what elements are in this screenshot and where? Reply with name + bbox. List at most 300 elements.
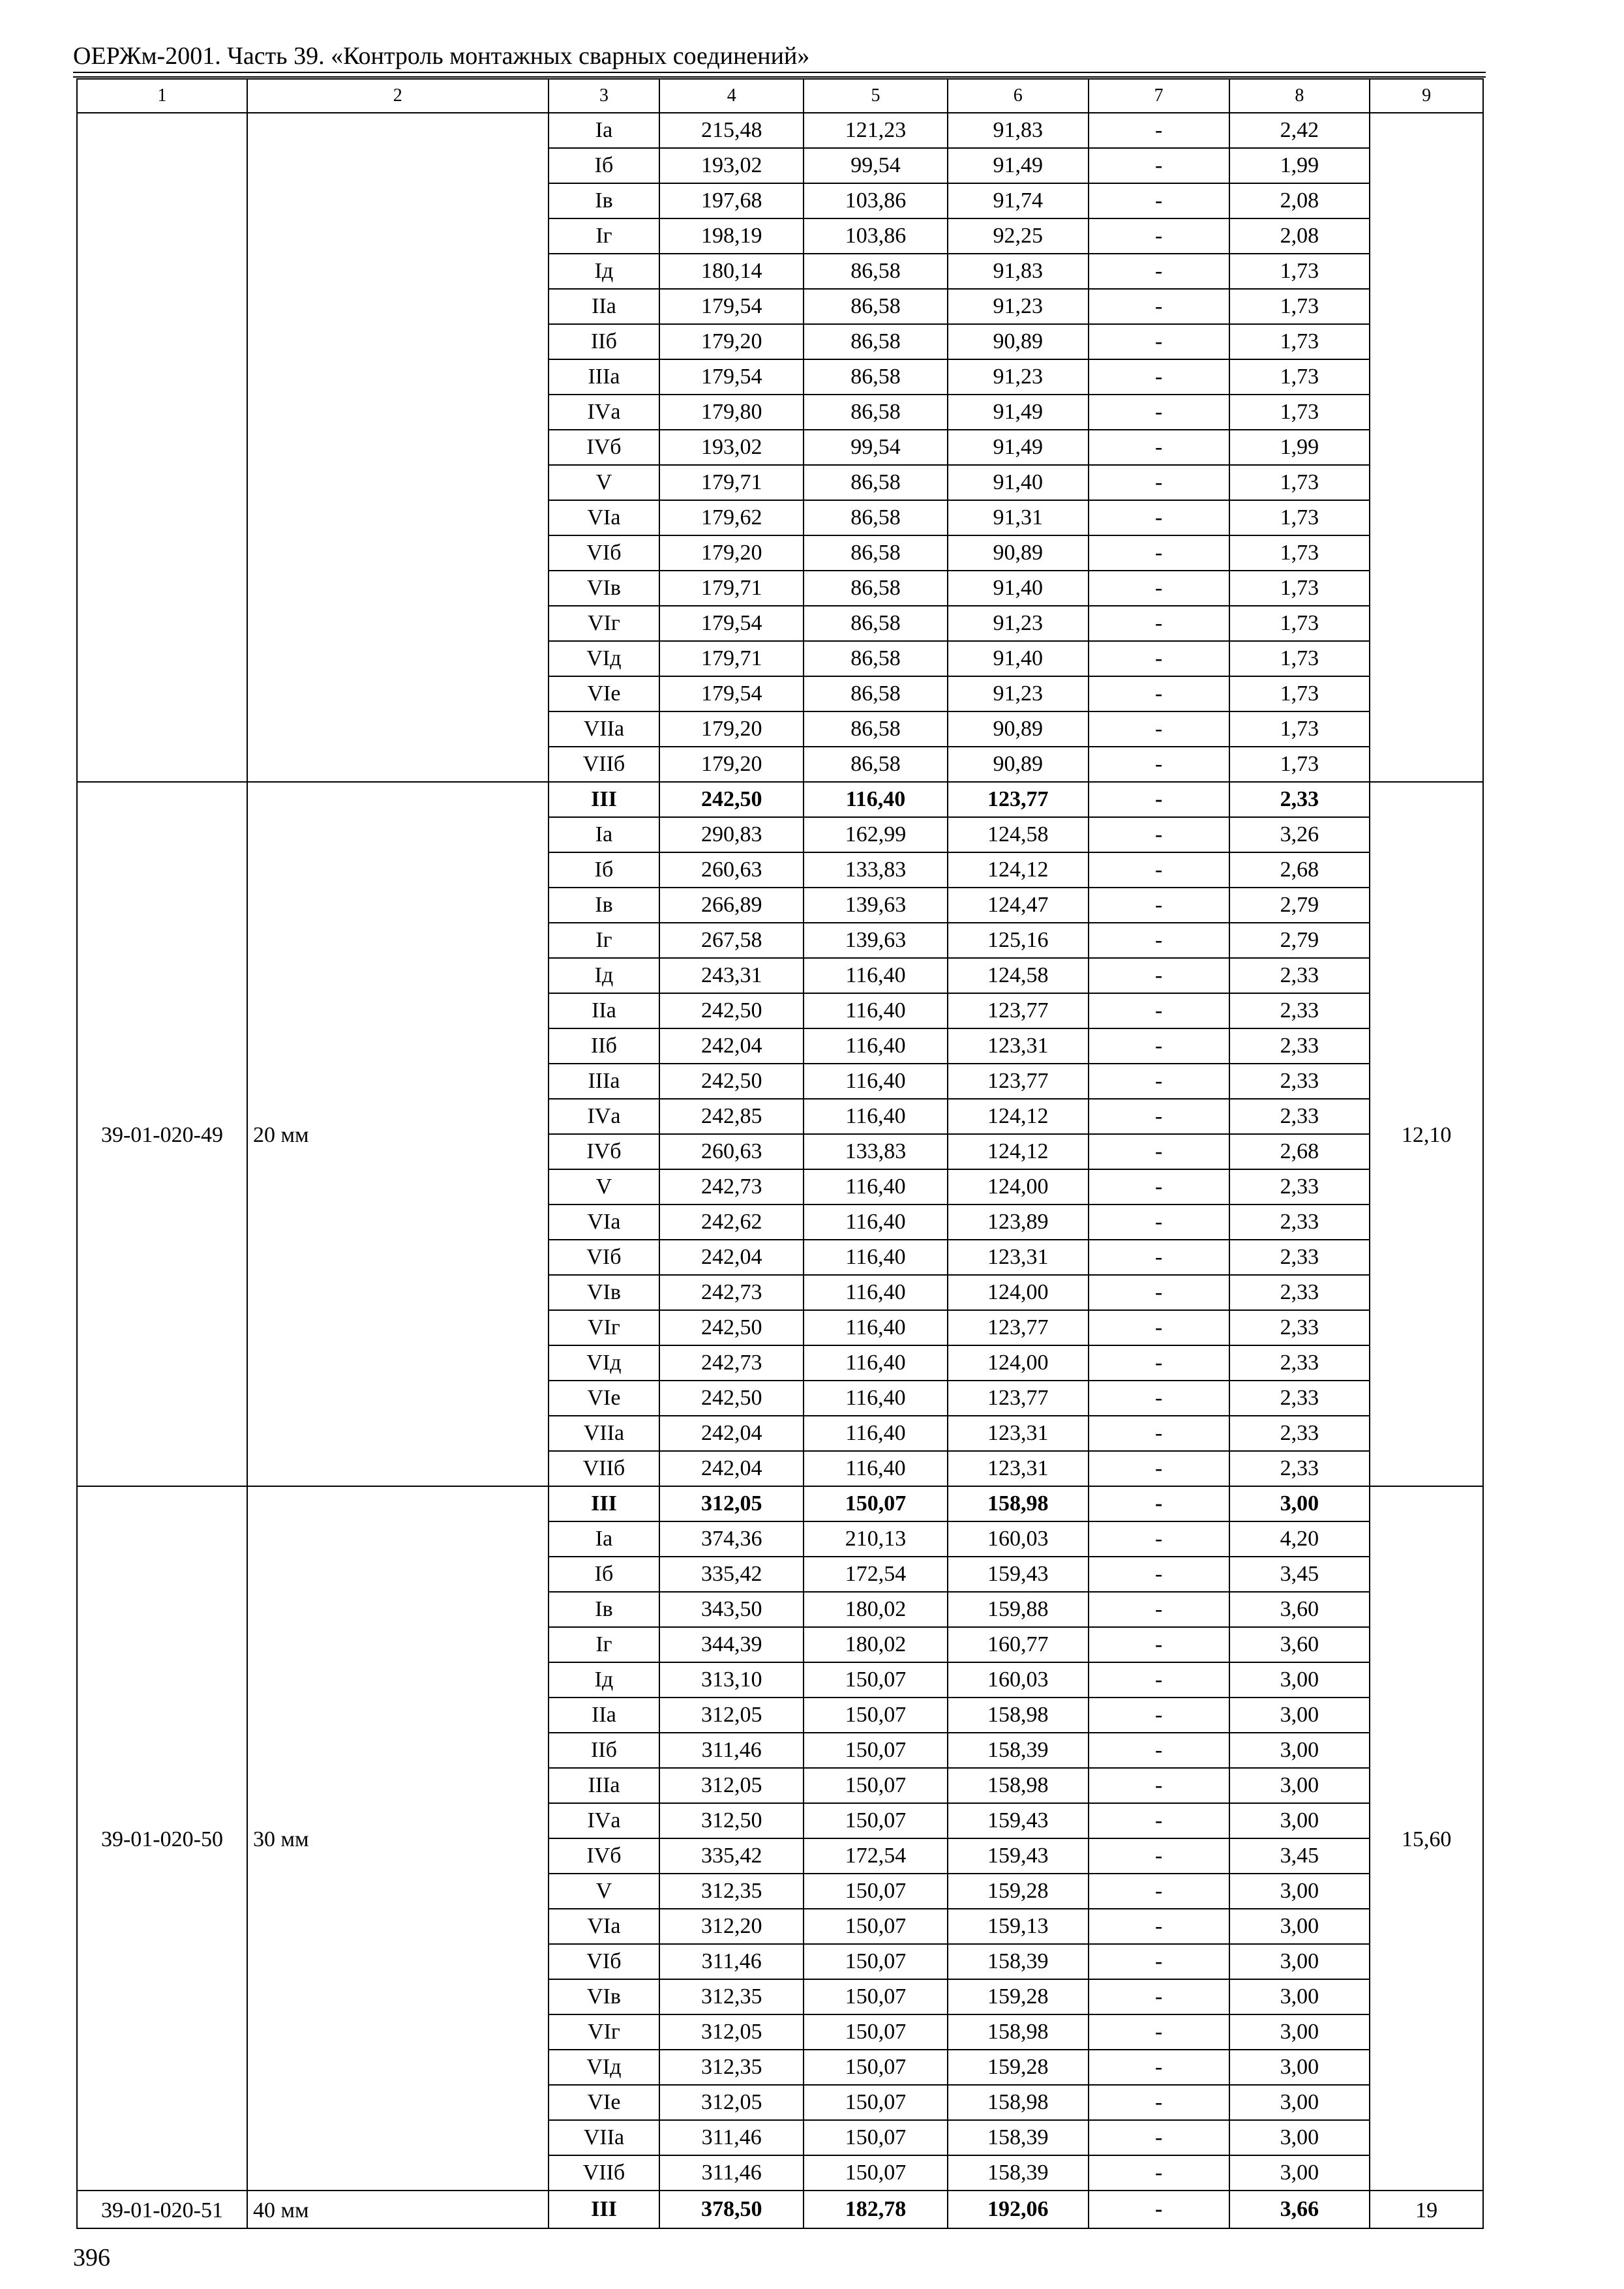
total-cost-cell: 179,20 bbox=[659, 535, 804, 571]
labor-hours-cell: 3,26 bbox=[1229, 817, 1370, 852]
total-cost-cell: 215,48 bbox=[659, 113, 804, 148]
labor-cost-cell: 133,83 bbox=[804, 1134, 948, 1169]
zone-cell: VIе bbox=[549, 2085, 660, 2120]
materials-cost-cell: - bbox=[1089, 2085, 1229, 2120]
machine-cost-cell: 160,03 bbox=[948, 1662, 1089, 1698]
zone-cell: V bbox=[549, 465, 660, 500]
rate-description-cell: 20 мм bbox=[247, 782, 549, 1486]
materials-cost-cell: - bbox=[1089, 1099, 1229, 1134]
machine-cost-cell: 158,39 bbox=[948, 1944, 1089, 1979]
labor-cost-cell: 150,07 bbox=[804, 2155, 948, 2191]
labor-cost-cell: 86,58 bbox=[804, 395, 948, 430]
zone-cell: V bbox=[549, 1874, 660, 1909]
zone-cell: Iв bbox=[549, 1592, 660, 1627]
materials-cost-cell: - bbox=[1089, 2155, 1229, 2191]
table-row bbox=[77, 782, 1483, 817]
labor-cost-cell: 162,99 bbox=[804, 817, 948, 852]
labor-cost-cell: 86,58 bbox=[804, 641, 948, 676]
zone-cell: IIб bbox=[549, 1733, 660, 1768]
total-cost-cell: 242,50 bbox=[659, 1064, 804, 1099]
labor-hours-cell: 3,00 bbox=[1229, 1768, 1370, 1803]
labor-cost-cell: 116,40 bbox=[804, 958, 948, 993]
column-header-5: 5 bbox=[804, 79, 948, 113]
materials-cost-cell: - bbox=[1089, 1416, 1229, 1451]
rate-description-cell: 30 мм bbox=[247, 1486, 549, 2191]
column-header-2: 2 bbox=[247, 79, 549, 113]
labor-cost-cell: 116,40 bbox=[804, 1064, 948, 1099]
labor-cost-cell: 150,07 bbox=[804, 1944, 948, 1979]
machine-cost-cell: 91,40 bbox=[948, 571, 1089, 606]
total-cost-cell: 179,20 bbox=[659, 324, 804, 359]
labor-cost-cell: 86,58 bbox=[804, 500, 948, 535]
machine-cost-cell: 124,58 bbox=[948, 958, 1089, 993]
machine-cost-cell: 158,98 bbox=[948, 1768, 1089, 1803]
labor-cost-cell: 150,07 bbox=[804, 1874, 948, 1909]
materials-cost-cell: - bbox=[1089, 324, 1229, 359]
labor-cost-cell: 172,54 bbox=[804, 1557, 948, 1592]
zone-cell: VIе bbox=[549, 1381, 660, 1416]
zone-cell: Iд bbox=[549, 254, 660, 289]
zone-cell: VIа bbox=[549, 1909, 660, 1944]
materials-cost-cell: - bbox=[1089, 1275, 1229, 1310]
labor-hours-cell: 3,45 bbox=[1229, 1557, 1370, 1592]
materials-cost-cell: - bbox=[1089, 782, 1229, 817]
labor-hours-cell: 1,73 bbox=[1229, 606, 1370, 641]
materials-cost-cell: - bbox=[1089, 958, 1229, 993]
labor-cost-cell: 116,40 bbox=[804, 993, 948, 1028]
labor-cost-cell: 121,23 bbox=[804, 113, 948, 148]
machine-cost-cell: 123,31 bbox=[948, 1416, 1089, 1451]
zone-cell: IIб bbox=[549, 324, 660, 359]
labor-cost-cell: 103,86 bbox=[804, 183, 948, 218]
labor-hours-cell: 3,60 bbox=[1229, 1592, 1370, 1627]
labor-cost-cell: 133,83 bbox=[804, 852, 948, 888]
total-cost-cell: 179,71 bbox=[659, 571, 804, 606]
total-cost-cell: 179,54 bbox=[659, 676, 804, 711]
zone-cell: VIIа bbox=[549, 711, 660, 747]
materials-cost-cell: - bbox=[1089, 641, 1229, 676]
machine-cost-cell: 90,89 bbox=[948, 535, 1089, 571]
labor-cost-cell: 86,58 bbox=[804, 535, 948, 571]
labor-hours-cell: 4,20 bbox=[1229, 1521, 1370, 1557]
materials-cost-cell: - bbox=[1089, 1698, 1229, 1733]
total-cost-cell: 312,50 bbox=[659, 1803, 804, 1838]
labor-cost-cell: 139,63 bbox=[804, 923, 948, 958]
column-header-8: 8 bbox=[1229, 79, 1370, 113]
total-cost-cell: 260,63 bbox=[659, 852, 804, 888]
labor-hours-cell: 3,00 bbox=[1229, 2085, 1370, 2120]
machine-cost-cell: 158,98 bbox=[948, 2085, 1089, 2120]
total-cost-cell: 312,05 bbox=[659, 2085, 804, 2120]
labor-hours-cell: 3,00 bbox=[1229, 1698, 1370, 1733]
labor-hours-cell: 2,08 bbox=[1229, 183, 1370, 218]
zone-cell: Iб bbox=[549, 852, 660, 888]
total-cost-cell: 335,42 bbox=[659, 1557, 804, 1592]
total-cost-cell: 290,83 bbox=[659, 817, 804, 852]
materials-cost-cell: - bbox=[1089, 747, 1229, 782]
machine-cost-cell: 124,58 bbox=[948, 817, 1089, 852]
machine-cost-cell: 124,47 bbox=[948, 888, 1089, 923]
materials-cost-cell: - bbox=[1089, 254, 1229, 289]
labor-cost-cell: 150,07 bbox=[804, 1486, 948, 1521]
zone-cell: VIIб bbox=[549, 747, 660, 782]
total-cost-cell: 312,05 bbox=[659, 1768, 804, 1803]
labor-hours-cell: 3,45 bbox=[1229, 1838, 1370, 1874]
total-cost-cell: 378,50 bbox=[659, 2191, 804, 2228]
total-cost-cell: 312,35 bbox=[659, 1874, 804, 1909]
total-cost-cell: 311,46 bbox=[659, 2155, 804, 2191]
rates-table bbox=[76, 78, 1484, 2229]
labor-cost-cell: 150,07 bbox=[804, 2120, 948, 2155]
materials-cost-cell: - bbox=[1089, 1874, 1229, 1909]
labor-cost-cell: 116,40 bbox=[804, 1240, 948, 1275]
labor-cost-cell: 86,58 bbox=[804, 606, 948, 641]
labor-hours-cell: 3,00 bbox=[1229, 1909, 1370, 1944]
labor-hours-cell: 3,00 bbox=[1229, 2050, 1370, 2085]
zone-cell: Iб bbox=[549, 148, 660, 183]
machine-cost-cell: 123,31 bbox=[948, 1240, 1089, 1275]
labor-hours-cell: 3,00 bbox=[1229, 1979, 1370, 2014]
machine-cost-cell: 159,28 bbox=[948, 1979, 1089, 2014]
zone-cell: IIIа bbox=[549, 359, 660, 395]
total-cost-cell: 179,20 bbox=[659, 747, 804, 782]
zone-cell: VIIа bbox=[549, 2120, 660, 2155]
labor-hours-cell: 2,33 bbox=[1229, 1169, 1370, 1204]
total-cost-cell: 267,58 bbox=[659, 923, 804, 958]
zone-cell: Iд bbox=[549, 958, 660, 993]
machine-cost-cell: 91,23 bbox=[948, 606, 1089, 641]
machine-cost-cell: 158,98 bbox=[948, 1486, 1089, 1521]
labor-cost-cell: 86,58 bbox=[804, 359, 948, 395]
zone-cell: VIIа bbox=[549, 1416, 660, 1451]
labor-hours-cell: 2,68 bbox=[1229, 1134, 1370, 1169]
column-header-3: 3 bbox=[549, 79, 660, 113]
total-cost-cell: 179,54 bbox=[659, 359, 804, 395]
labor-hours-cell: 1,73 bbox=[1229, 571, 1370, 606]
labor-hours-cell: 1,73 bbox=[1229, 289, 1370, 324]
labor-cost-cell: 150,07 bbox=[804, 1698, 948, 1733]
total-cost-cell: 198,19 bbox=[659, 218, 804, 254]
column-header-1: 1 bbox=[77, 79, 247, 113]
labor-cost-cell: 116,40 bbox=[804, 1028, 948, 1064]
materials-cost-cell: - bbox=[1089, 1345, 1229, 1381]
machine-cost-cell: 124,12 bbox=[948, 852, 1089, 888]
zone-cell: IIIа bbox=[549, 1064, 660, 1099]
machine-cost-cell: 158,39 bbox=[948, 2155, 1089, 2191]
labor-cost-cell: 86,58 bbox=[804, 571, 948, 606]
materials-cost-cell: - bbox=[1089, 1064, 1229, 1099]
zone-cell: VIб bbox=[549, 535, 660, 571]
labor-cost-cell: 210,13 bbox=[804, 1521, 948, 1557]
labor-cost-cell: 86,58 bbox=[804, 465, 948, 500]
materials-cost-cell: - bbox=[1089, 359, 1229, 395]
materials-cost-cell: - bbox=[1089, 1838, 1229, 1874]
zone-cell: Iд bbox=[549, 1662, 660, 1698]
zone-cell: IVб bbox=[549, 1134, 660, 1169]
materials-cost-cell: - bbox=[1089, 1134, 1229, 1169]
materials-cost-cell: - bbox=[1089, 1028, 1229, 1064]
machine-cost-cell: 158,39 bbox=[948, 2120, 1089, 2155]
labor-hours-cell: 3,66 bbox=[1229, 2191, 1370, 2228]
machine-cost-cell: 124,00 bbox=[948, 1169, 1089, 1204]
machine-cost-cell: 91,23 bbox=[948, 359, 1089, 395]
machine-cost-cell: 159,13 bbox=[948, 1909, 1089, 1944]
zone-cell: VIIб bbox=[549, 2155, 660, 2191]
labor-cost-cell: 150,07 bbox=[804, 2050, 948, 2085]
column-header-4: 4 bbox=[659, 79, 804, 113]
total-cost-cell: 242,73 bbox=[659, 1169, 804, 1204]
zone-cell: VIг bbox=[549, 606, 660, 641]
labor-cost-cell: 172,54 bbox=[804, 1838, 948, 1874]
total-cost-cell: 312,05 bbox=[659, 2014, 804, 2050]
zone-cell: V bbox=[549, 1169, 660, 1204]
labor-hours-cell: 2,33 bbox=[1229, 1099, 1370, 1134]
zone-cell: VIа bbox=[549, 500, 660, 535]
zone-cell: VIд bbox=[549, 2050, 660, 2085]
total-cost-cell: 242,04 bbox=[659, 1028, 804, 1064]
labor-cost-cell: 180,02 bbox=[804, 1592, 948, 1627]
rate-description-cell: 40 мм bbox=[247, 2191, 549, 2228]
table-row bbox=[77, 113, 1483, 148]
materials-cost-cell: - bbox=[1089, 148, 1229, 183]
machine-cost-cell: 125,16 bbox=[948, 923, 1089, 958]
labor-hours-cell: 2,33 bbox=[1229, 1345, 1370, 1381]
labor-cost-cell: 116,40 bbox=[804, 1099, 948, 1134]
labor-hours-cell: 1,73 bbox=[1229, 395, 1370, 430]
zone-cell: VIб bbox=[549, 1240, 660, 1275]
labor-hours-cell: 3,00 bbox=[1229, 1803, 1370, 1838]
labor-hours-cell: 1,73 bbox=[1229, 500, 1370, 535]
machine-cost-cell: 91,49 bbox=[948, 395, 1089, 430]
total-cost-cell: 312,05 bbox=[659, 1698, 804, 1733]
machine-cost-cell: 91,83 bbox=[948, 254, 1089, 289]
total-cost-cell: 312,05 bbox=[659, 1486, 804, 1521]
machine-cost-cell: 123,77 bbox=[948, 993, 1089, 1028]
page-header-title: ОЕРЖм-2001. Часть 39. «Контроль монтажных сварных соединений» bbox=[73, 42, 810, 70]
machine-cost-cell: 123,77 bbox=[948, 1310, 1089, 1345]
total-cost-cell: 242,04 bbox=[659, 1240, 804, 1275]
labor-hours-cell: 3,00 bbox=[1229, 2120, 1370, 2155]
machine-cost-cell: 192,06 bbox=[948, 2191, 1089, 2228]
materials-cost-cell: - bbox=[1089, 1169, 1229, 1204]
labor-hours-cell: 2,33 bbox=[1229, 1204, 1370, 1240]
machine-cost-cell: 160,77 bbox=[948, 1627, 1089, 1662]
labor-cost-cell: 139,63 bbox=[804, 888, 948, 923]
materials-cost-cell: - bbox=[1089, 1204, 1229, 1240]
machine-cost-cell: 91,40 bbox=[948, 465, 1089, 500]
machine-cost-cell: 158,39 bbox=[948, 1733, 1089, 1768]
zone-cell: IIа bbox=[549, 289, 660, 324]
labor-cost-cell: 116,40 bbox=[804, 1345, 948, 1381]
zone-cell: Iг bbox=[549, 218, 660, 254]
labor-cost-cell: 86,58 bbox=[804, 676, 948, 711]
materials-cost-cell: - bbox=[1089, 1944, 1229, 1979]
total-cost-cell: 311,46 bbox=[659, 1944, 804, 1979]
machine-cost-cell: 91,23 bbox=[948, 676, 1089, 711]
materials-cost-cell: - bbox=[1089, 1909, 1229, 1944]
labor-cost-cell: 99,54 bbox=[804, 148, 948, 183]
materials-cost-cell: - bbox=[1089, 993, 1229, 1028]
materials-cost-cell: - bbox=[1089, 888, 1229, 923]
rate-code-cell: 39-01-020-49 bbox=[77, 782, 247, 1486]
zone-cell: VIа bbox=[549, 1204, 660, 1240]
column-header-6: 6 bbox=[948, 79, 1089, 113]
materials-cost-cell: - bbox=[1089, 2120, 1229, 2155]
labor-cost-cell: 150,07 bbox=[804, 1768, 948, 1803]
header-rule-top bbox=[73, 72, 1486, 73]
total-cost-cell: 311,46 bbox=[659, 2120, 804, 2155]
machine-cost-cell: 159,43 bbox=[948, 1838, 1089, 1874]
materials-cost-cell: - bbox=[1089, 1768, 1229, 1803]
table-row bbox=[77, 2191, 1483, 2228]
labor-cost-cell: 116,40 bbox=[804, 1275, 948, 1310]
machine-cost-cell: 91,40 bbox=[948, 641, 1089, 676]
machine-cost-cell: 91,31 bbox=[948, 500, 1089, 535]
zone-cell: III bbox=[549, 1486, 660, 1521]
labor-hours-cell: 2,33 bbox=[1229, 1381, 1370, 1416]
labor-cost-cell: 150,07 bbox=[804, 2014, 948, 2050]
materials-cost-cell: - bbox=[1089, 1486, 1229, 1521]
zone-cell: VIг bbox=[549, 2014, 660, 2050]
materials-cost-cell: - bbox=[1089, 1310, 1229, 1345]
machine-cost-cell: 91,49 bbox=[948, 148, 1089, 183]
zone-cell: Iв bbox=[549, 888, 660, 923]
total-cost-cell: 242,73 bbox=[659, 1275, 804, 1310]
total-cost-cell: 180,14 bbox=[659, 254, 804, 289]
rate-description-cell bbox=[247, 113, 549, 782]
machine-cost-cell: 160,03 bbox=[948, 1521, 1089, 1557]
total-cost-cell: 179,71 bbox=[659, 465, 804, 500]
machine-cost-cell: 123,31 bbox=[948, 1028, 1089, 1064]
column-header-9: 9 bbox=[1370, 79, 1483, 113]
materials-cost-cell: - bbox=[1089, 923, 1229, 958]
materials-cost-cell: - bbox=[1089, 1240, 1229, 1275]
labor-hours-cell: 2,68 bbox=[1229, 852, 1370, 888]
labor-hours-cell: 2,79 bbox=[1229, 888, 1370, 923]
total-cost-cell: 335,42 bbox=[659, 1838, 804, 1874]
materials-cost-cell: - bbox=[1089, 571, 1229, 606]
labor-hours-cell: 2,33 bbox=[1229, 1064, 1370, 1099]
zone-cell: IIа bbox=[549, 1698, 660, 1733]
labor-hours-cell: 2,42 bbox=[1229, 113, 1370, 148]
labor-hours-cell: 3,00 bbox=[1229, 1486, 1370, 1521]
labor-hours-cell: 1,99 bbox=[1229, 430, 1370, 465]
zone-cell: III bbox=[549, 782, 660, 817]
total-cost-cell: 242,73 bbox=[659, 1345, 804, 1381]
labor-cost-cell: 86,58 bbox=[804, 289, 948, 324]
total-cost-cell: 266,89 bbox=[659, 888, 804, 923]
labor-hours-cell: 2,79 bbox=[1229, 923, 1370, 958]
materials-cost-cell: - bbox=[1089, 1662, 1229, 1698]
labor-cost-cell: 150,07 bbox=[804, 1733, 948, 1768]
zone-cell: IIIа bbox=[549, 1768, 660, 1803]
labor-hours-cell: 1,73 bbox=[1229, 747, 1370, 782]
materials-cost-cell: - bbox=[1089, 606, 1229, 641]
labor-hours-cell: 3,00 bbox=[1229, 1733, 1370, 1768]
machine-cost-cell: 123,77 bbox=[948, 782, 1089, 817]
materials-cost-cell: - bbox=[1089, 1557, 1229, 1592]
materials-cost-cell: - bbox=[1089, 711, 1229, 747]
machine-cost-cell: 159,28 bbox=[948, 2050, 1089, 2085]
labor-hours-cell: 2,33 bbox=[1229, 993, 1370, 1028]
labor-hours-cell: 1,73 bbox=[1229, 711, 1370, 747]
materials-cost-cell: - bbox=[1089, 500, 1229, 535]
labor-cost-cell: 116,40 bbox=[804, 782, 948, 817]
labor-hours-cell: 1,73 bbox=[1229, 359, 1370, 395]
machine-cost-cell: 91,74 bbox=[948, 183, 1089, 218]
labor-cost-cell: 150,07 bbox=[804, 1662, 948, 1698]
labor-hours-cell: 1,73 bbox=[1229, 641, 1370, 676]
materials-cost-cell: - bbox=[1089, 817, 1229, 852]
machine-cost-cell: 124,00 bbox=[948, 1345, 1089, 1381]
total-cost-cell: 313,10 bbox=[659, 1662, 804, 1698]
total-cost-cell: 179,80 bbox=[659, 395, 804, 430]
labor-cost-cell: 116,40 bbox=[804, 1310, 948, 1345]
materials-cost-cell: - bbox=[1089, 1733, 1229, 1768]
labor-hours-cell: 2,33 bbox=[1229, 1275, 1370, 1310]
zone-cell: VIв bbox=[549, 1275, 660, 1310]
materials-cost-cell: - bbox=[1089, 1979, 1229, 2014]
machine-cost-cell: 91,23 bbox=[948, 289, 1089, 324]
machine-cost-cell: 159,88 bbox=[948, 1592, 1089, 1627]
zone-cell: VIIб bbox=[549, 1451, 660, 1486]
machine-cost-cell: 92,25 bbox=[948, 218, 1089, 254]
total-cost-cell: 242,85 bbox=[659, 1099, 804, 1134]
labor-cost-cell: 99,54 bbox=[804, 430, 948, 465]
zone-cell: IIб bbox=[549, 1028, 660, 1064]
zone-cell: Iг bbox=[549, 1627, 660, 1662]
zone-cell: VIд bbox=[549, 1345, 660, 1381]
labor-cost-cell: 150,07 bbox=[804, 2085, 948, 2120]
labor-hours-cell: 2,33 bbox=[1229, 1028, 1370, 1064]
rate-code-cell: 39-01-020-50 bbox=[77, 1486, 247, 2191]
labor-hours-cell: 1,73 bbox=[1229, 676, 1370, 711]
materials-cost-cell: - bbox=[1089, 113, 1229, 148]
labor-cost-cell: 103,86 bbox=[804, 218, 948, 254]
materials-cost-cell: - bbox=[1089, 218, 1229, 254]
zone-cell: Iа bbox=[549, 817, 660, 852]
materials-cost-cell: - bbox=[1089, 465, 1229, 500]
total-cost-cell: 344,39 bbox=[659, 1627, 804, 1662]
rate-code-cell bbox=[77, 113, 247, 782]
zone-cell: VIд bbox=[549, 641, 660, 676]
column-9-value-cell: 15,60 bbox=[1370, 1486, 1483, 2191]
machine-cost-cell: 159,43 bbox=[948, 1803, 1089, 1838]
machine-cost-cell: 123,89 bbox=[948, 1204, 1089, 1240]
labor-hours-cell: 3,00 bbox=[1229, 2014, 1370, 2050]
labor-hours-cell: 1,99 bbox=[1229, 148, 1370, 183]
zone-cell: Iа bbox=[549, 1521, 660, 1557]
materials-cost-cell: - bbox=[1089, 1803, 1229, 1838]
machine-cost-cell: 91,83 bbox=[948, 113, 1089, 148]
labor-hours-cell: 1,73 bbox=[1229, 324, 1370, 359]
total-cost-cell: 311,46 bbox=[659, 1733, 804, 1768]
labor-cost-cell: 86,58 bbox=[804, 711, 948, 747]
total-cost-cell: 179,62 bbox=[659, 500, 804, 535]
total-cost-cell: 312,35 bbox=[659, 2050, 804, 2085]
total-cost-cell: 179,71 bbox=[659, 641, 804, 676]
materials-cost-cell: - bbox=[1089, 183, 1229, 218]
column-9-value-cell: 12,10 bbox=[1370, 782, 1483, 1486]
labor-cost-cell: 86,58 bbox=[804, 324, 948, 359]
labor-hours-cell: 3,00 bbox=[1229, 1662, 1370, 1698]
labor-cost-cell: 116,40 bbox=[804, 1416, 948, 1451]
total-cost-cell: 242,50 bbox=[659, 1381, 804, 1416]
table-row bbox=[77, 1486, 1483, 1521]
zone-cell: IVа bbox=[549, 1803, 660, 1838]
materials-cost-cell: - bbox=[1089, 1381, 1229, 1416]
column-9-value-cell: 19 bbox=[1370, 2191, 1483, 2228]
